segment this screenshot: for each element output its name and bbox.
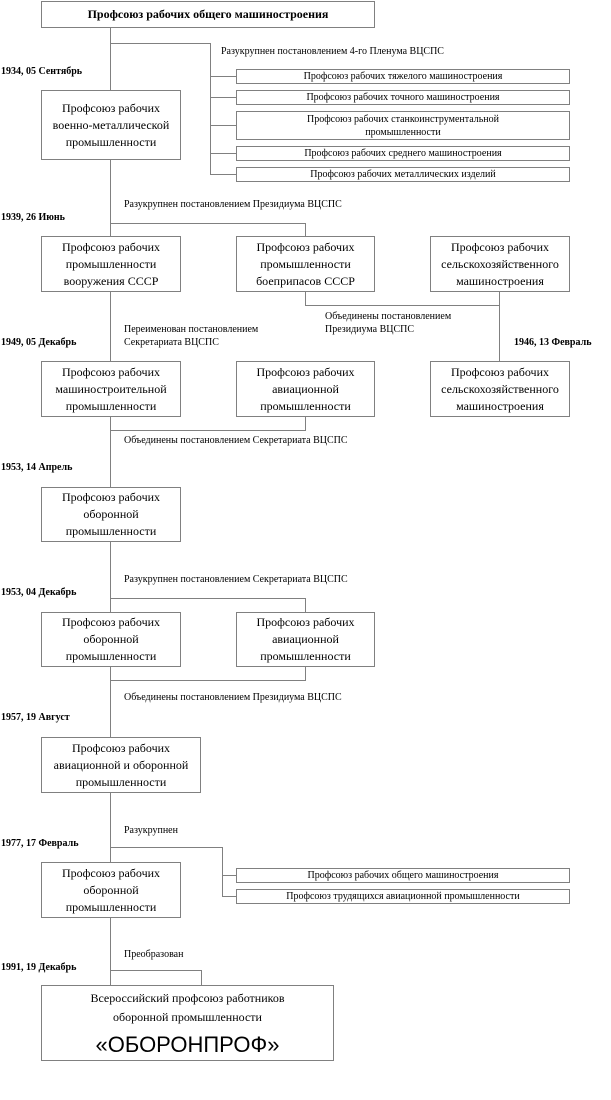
final-description: Всероссийский профсоюз работников оборонной промышленности — [90, 991, 285, 1024]
side-box-srednego: Профсоюз рабочих среднего машиностроения — [236, 146, 570, 161]
label-1939: Разукрупнен постановлением Президиума ВЦСПС — [124, 199, 342, 210]
label-1957: Объединены постановлением Президиума ВЦСПС — [124, 692, 342, 703]
box-voenno-metallicheskoy: Профсоюз рабочих военно-металлической промышленности — [41, 90, 181, 160]
title-box: Профсоюз рабочих общего машиностроения — [41, 1, 375, 28]
date-1939: 1939, 26 Июнь — [1, 212, 65, 223]
date-1957: 1957, 19 Август — [1, 712, 70, 723]
date-1946: 1946, 13 Февраль — [514, 337, 592, 348]
date-1953-december: 1953, 04 Декабрь — [1, 587, 77, 598]
date-1977: 1977, 17 Февраль — [1, 838, 79, 849]
label-1953-april: Объединены постановлением Секретариата ВЦСПС — [124, 435, 348, 446]
label-1953-december: Разукрупнен постановлением Секретариата ВЦСПС — [124, 574, 348, 585]
box-oboronnoy-1953b: Профсоюз рабочих оборонной промышленности — [41, 612, 181, 667]
side-box-obshchego: Профсоюз рабочих общего машиностроения — [236, 868, 570, 883]
date-1949: 1949, 05 Декабрь — [1, 337, 77, 348]
label-1949: Переименован постановлением Секретариата ВЦСПС — [124, 324, 259, 348]
box-aviacionnoy-1949: Профсоюз рабочих авиационной промышленности — [236, 361, 375, 417]
box-oboronnoy-1977: Профсоюз рабочих оборонной промышленности — [41, 862, 181, 918]
side-box-metallicheskih: Профсоюз рабочих металлических изделий — [236, 167, 570, 182]
box-selhoz-1946: Профсоюз рабочих сельскохозяйственного машиностроения — [430, 361, 570, 417]
date-1953-april: 1953, 14 Апрель — [1, 462, 73, 473]
final-name: «ОБОРОНПРОФ» — [95, 1032, 280, 1057]
date-1991: 1991, 19 Декабрь — [1, 962, 77, 973]
box-selhoz-1939: Профсоюз рабочих сельскохозяйственного машиностроения — [430, 236, 570, 292]
date-1934: 1934, 05 Сентябрь — [1, 66, 83, 77]
label-1977: Разукрупнен — [124, 825, 178, 836]
box-boepripasov: Профсоюз рабочих промышленности боеприпасов СССР — [236, 236, 375, 292]
box-mashinostroitelnoy: Профсоюз рабочих машиностроительной промышленности — [41, 361, 181, 417]
box-vooruzheniya: Профсоюз рабочих промышленности вооружения СССР — [41, 236, 181, 292]
side-box-tyazhelogo: Профсоюз рабочих тяжелого машиностроения — [236, 69, 570, 84]
side-box-stankoinstr: Профсоюз рабочих станкоинструментальной промышленности — [236, 111, 570, 140]
box-oboronprof — [41, 985, 334, 1061]
side-box-aviacionnoy-trudyashchihsya: Профсоюз трудящихся авиационной промышленности — [236, 889, 570, 904]
label-1946: Объединены постановлением Президиума ВЦСПС — [325, 311, 452, 335]
box-oboronnoy-1953a: Профсоюз рабочих оборонной промышленности — [41, 487, 181, 542]
label-1991: Преобразован — [124, 949, 184, 960]
side-box-tochnogo: Профсоюз рабочих точного машиностроения — [236, 90, 570, 105]
label-1934: Разукрупнен постановлением 4-го Пленума ВЦСПС — [221, 46, 444, 57]
box-aviacionnoy-i-oboronnoy: Профсоюз рабочих авиационной и оборонной промышленности — [41, 737, 201, 793]
box-aviacionnoy-1953b: Профсоюз рабочих авиационной промышленности — [236, 612, 375, 667]
